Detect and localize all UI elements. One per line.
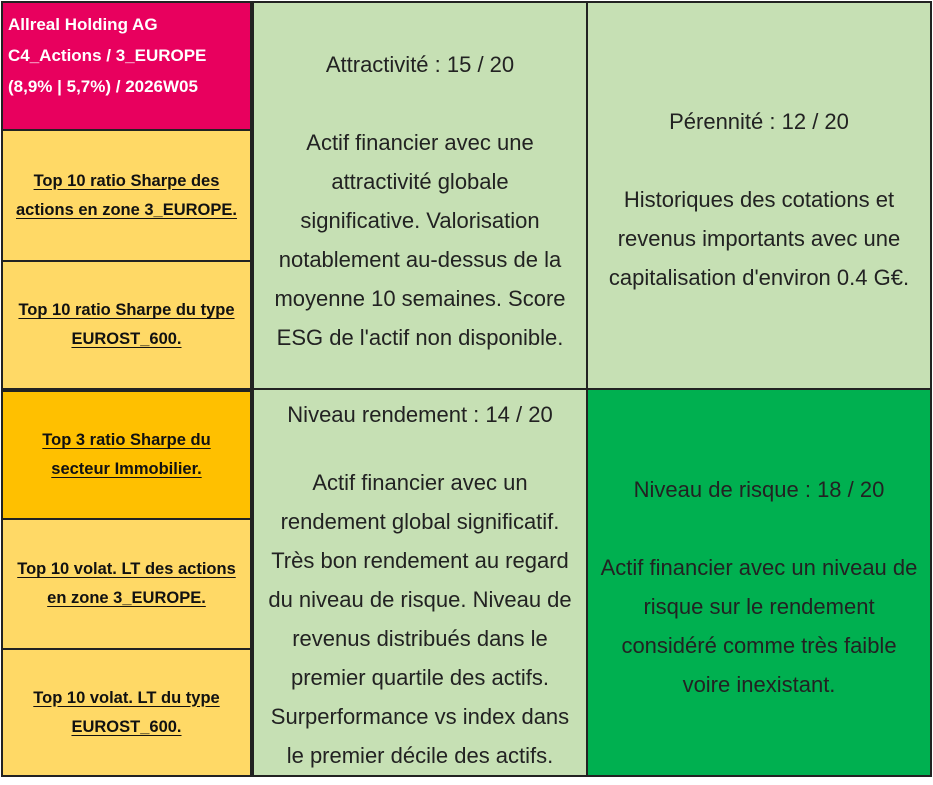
asset-stats: (8,9% | 5,7%) / 2026W05 bbox=[8, 77, 198, 96]
rendement-title: Niveau rendement : 14 / 20 bbox=[287, 402, 553, 427]
label-text: Top 10 volat. LT des actions en zone 3_EUROPE. bbox=[17, 560, 236, 607]
asset-header bbox=[1, 1, 252, 131]
perennite-title: Pérennité : 12 / 20 bbox=[669, 109, 849, 134]
asset-category: C4_Actions / 3_EUROPE bbox=[8, 46, 207, 65]
label-top10-volat-type bbox=[1, 648, 252, 777]
label-top10-volat-zone bbox=[1, 518, 252, 650]
asset-name: Allreal Holding AG bbox=[8, 15, 158, 34]
attractivite-title: Attractivité : 15 / 20 bbox=[325, 52, 515, 77]
label-top10-sharpe-type bbox=[1, 260, 252, 390]
label-top10-sharpe-zone bbox=[1, 129, 252, 262]
perennite-body: Historiques des cotations et revenus importants avec une capitalisation d'environ 0.4 G€. bbox=[608, 187, 910, 290]
label-text: Top 3 ratio Sharpe du secteur Immobilier. bbox=[42, 431, 211, 478]
rendement-panel bbox=[252, 388, 588, 777]
label-text: Top 10 ratio Sharpe des actions en zone 3_EUROPE. bbox=[16, 171, 237, 219]
label-text: Top 10 volat. LT du type EUROST_600. bbox=[33, 688, 220, 736]
risque-title: Niveau de risque : 18 / 20 bbox=[633, 477, 885, 502]
risque-body: Actif financier avec un niveau de risque sur le rendement considéré comme très faible voire inexistant. bbox=[600, 555, 918, 697]
attractivite-body: Actif financier avec une attractivité globale significative. Valorisation notablement au-dessus de la moyenne 10 semaines. Score ESG de l'actif non disponible. bbox=[274, 130, 566, 350]
perennite-panel bbox=[586, 1, 932, 390]
label-top3-sharpe-sector bbox=[1, 390, 252, 520]
attractivite-panel bbox=[252, 1, 588, 390]
risque-panel bbox=[586, 388, 932, 777]
label-text: Top 10 ratio Sharpe du type EUROST_600. bbox=[18, 301, 235, 348]
rendement-body: Actif financier avec un rendement global significatif. Très bon rendement au regard du niveau de risque. Niveau de revenus distribués dans le premier quartile des actifs. Surperformance vs index dans le premier décile des actifs. bbox=[268, 470, 572, 768]
